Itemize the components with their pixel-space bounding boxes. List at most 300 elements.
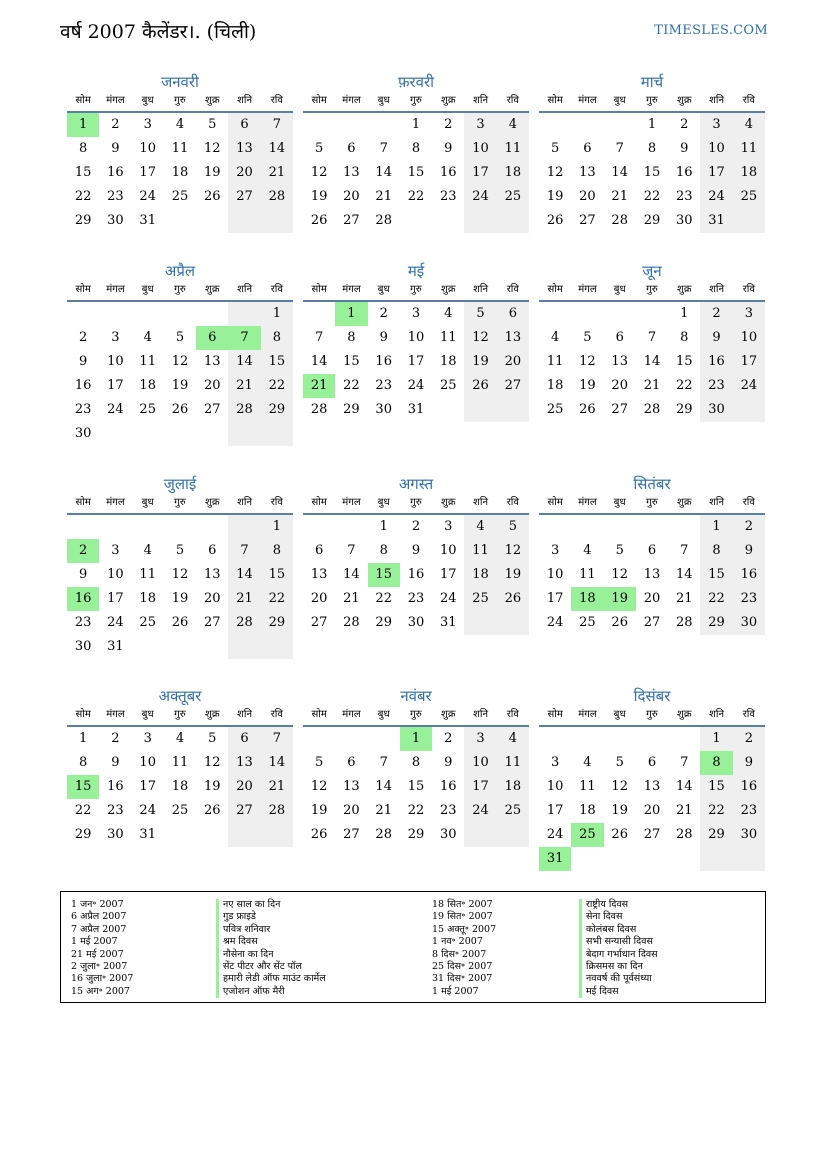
day-cell: 19 bbox=[310, 189, 328, 204]
weekday-label: शनि bbox=[237, 284, 253, 295]
empty-day-cell bbox=[571, 727, 603, 751]
weekday-label: मंगल bbox=[578, 497, 597, 508]
day-cell: 10 bbox=[139, 141, 156, 156]
day-cell: 17 bbox=[733, 350, 765, 374]
month-name: सितंबर bbox=[633, 475, 671, 493]
day-cell: 10 bbox=[107, 567, 124, 582]
holiday-legend bbox=[60, 891, 766, 1003]
day-cell: 19 bbox=[497, 563, 529, 587]
holiday-day-cell: 18 bbox=[571, 587, 603, 611]
month-block bbox=[303, 473, 529, 635]
day-cell: 28 bbox=[676, 615, 693, 630]
weekday-header bbox=[67, 93, 293, 113]
day-cell: 18 bbox=[139, 591, 156, 606]
day-cell: 12 bbox=[204, 755, 221, 770]
day-cell: 28 bbox=[375, 213, 392, 228]
day-cell: 24 bbox=[464, 799, 496, 823]
day-cell: 16 bbox=[74, 378, 92, 393]
empty-day-cell bbox=[668, 847, 700, 871]
day-cell: 20 bbox=[310, 591, 328, 606]
day-cell: 13 bbox=[643, 567, 661, 582]
empty-day-cell bbox=[132, 515, 164, 539]
day-cell: 18 bbox=[171, 165, 189, 180]
weekday-label: शनि bbox=[237, 497, 253, 508]
empty-day-cell bbox=[196, 823, 228, 847]
day-cell: 18 bbox=[546, 378, 564, 393]
empty-day-cell bbox=[571, 847, 603, 871]
day-cell: 19 bbox=[546, 189, 564, 204]
day-cell: 10 bbox=[546, 567, 564, 582]
weekday-label: रवि bbox=[742, 95, 755, 106]
empty-day-cell bbox=[604, 302, 636, 326]
day-cell: 30 bbox=[74, 639, 92, 654]
day-cell: 26 bbox=[464, 374, 496, 398]
weekday-label: शनि bbox=[709, 95, 725, 106]
empty-day-cell bbox=[733, 398, 765, 422]
day-cell: 16 bbox=[375, 354, 392, 369]
day-cell: 9 bbox=[733, 751, 765, 775]
day-cell: 28 bbox=[676, 827, 693, 842]
day-cell: 31 bbox=[107, 639, 124, 654]
day-cell: 13 bbox=[228, 751, 260, 775]
day-cell: 9 bbox=[111, 141, 120, 156]
day-cell: 13 bbox=[228, 137, 260, 161]
day-cell: 14 bbox=[310, 354, 328, 369]
day-cell: 14 bbox=[228, 563, 260, 587]
day-cell: 4 bbox=[497, 113, 529, 137]
day-cell: 4 bbox=[444, 306, 453, 321]
day-cell: 7 bbox=[615, 141, 624, 156]
day-cell: 12 bbox=[497, 539, 529, 563]
day-cell: 25 bbox=[171, 189, 189, 204]
day-cell: 16 bbox=[107, 165, 124, 180]
day-cell: 11 bbox=[139, 567, 156, 582]
holiday-day-cell: 25 bbox=[571, 823, 603, 847]
month-block bbox=[539, 71, 765, 233]
day-cell: 15 bbox=[700, 775, 732, 799]
day-cell: 3 bbox=[551, 755, 560, 770]
day-cell: 21 bbox=[611, 189, 628, 204]
legend-dates-left bbox=[71, 899, 133, 998]
weekday-label: शनि bbox=[237, 95, 253, 106]
day-cell: 28 bbox=[261, 799, 293, 823]
legend-holiday-name: कोलंबस दिवस bbox=[579, 924, 658, 936]
day-grid bbox=[539, 302, 765, 422]
empty-day-cell bbox=[464, 209, 496, 233]
legend-holiday-name: सभी सन्यासी दिवस bbox=[579, 936, 658, 948]
weekday-label: गुरु bbox=[174, 284, 186, 295]
day-cell: 27 bbox=[643, 615, 661, 630]
day-cell: 4 bbox=[464, 515, 496, 539]
day-cell: 25 bbox=[464, 587, 496, 611]
day-cell: 8 bbox=[347, 330, 356, 345]
day-cell: 18 bbox=[733, 161, 765, 185]
day-cell: 20 bbox=[643, 591, 661, 606]
empty-day-cell bbox=[497, 823, 529, 847]
empty-day-cell bbox=[497, 209, 529, 233]
empty-day-cell bbox=[464, 398, 496, 422]
day-cell: 27 bbox=[204, 615, 221, 630]
weekday-label: शनि bbox=[473, 497, 489, 508]
day-cell: 9 bbox=[111, 755, 120, 770]
day-cell: 19 bbox=[611, 803, 628, 818]
day-cell: 14 bbox=[676, 567, 693, 582]
weekday-label: गुरु bbox=[646, 95, 658, 106]
empty-day-cell bbox=[228, 823, 260, 847]
day-cell: 7 bbox=[261, 113, 293, 137]
day-cell: 12 bbox=[611, 779, 628, 794]
day-cell: 21 bbox=[343, 591, 360, 606]
holiday-day-cell: 8 bbox=[700, 751, 732, 775]
empty-day-cell bbox=[303, 113, 335, 137]
weekday-header bbox=[539, 495, 765, 515]
day-cell: 16 bbox=[733, 775, 765, 799]
day-cell: 4 bbox=[175, 731, 185, 746]
day-cell: 23 bbox=[375, 378, 392, 393]
day-cell: 22 bbox=[407, 803, 425, 818]
weekday-header bbox=[539, 93, 765, 113]
day-cell: 4 bbox=[143, 543, 152, 558]
day-cell: 5 bbox=[208, 731, 217, 746]
day-grid bbox=[67, 113, 293, 233]
weekday-label: मंगल bbox=[578, 709, 597, 720]
empty-day-cell bbox=[604, 113, 636, 137]
weekday-header bbox=[67, 707, 293, 727]
empty-day-cell bbox=[432, 209, 464, 233]
legend-holiday-name: नए साल का दिन bbox=[216, 899, 326, 911]
weekday-label: सोम bbox=[75, 95, 91, 106]
day-cell: 1 bbox=[647, 117, 657, 132]
day-cell: 13 bbox=[204, 354, 221, 369]
day-grid bbox=[67, 302, 293, 446]
empty-day-cell bbox=[432, 398, 464, 422]
day-cell: 17 bbox=[107, 378, 124, 393]
empty-day-cell bbox=[335, 515, 367, 539]
weekday-header bbox=[539, 707, 765, 727]
day-cell: 31 bbox=[139, 213, 156, 228]
day-cell: 17 bbox=[546, 591, 564, 606]
day-cell: 8 bbox=[379, 543, 388, 558]
day-cell: 29 bbox=[407, 827, 425, 842]
day-cell: 7 bbox=[680, 543, 689, 558]
day-cell: 7 bbox=[315, 330, 324, 345]
empty-day-cell bbox=[604, 727, 636, 751]
day-cell: 1 bbox=[700, 727, 732, 751]
day-cell: 27 bbox=[497, 374, 529, 398]
empty-day-cell bbox=[733, 209, 765, 233]
day-cell: 2 bbox=[444, 117, 453, 132]
weekday-label: रवि bbox=[506, 95, 519, 106]
weekday-label: शनि bbox=[709, 284, 725, 295]
day-cell: 14 bbox=[343, 567, 360, 582]
day-cell: 24 bbox=[440, 591, 457, 606]
day-cell: 3 bbox=[111, 543, 120, 558]
empty-day-cell bbox=[571, 113, 603, 137]
legend-date: 21 मई 2007 bbox=[71, 948, 124, 960]
weekday-label: सोम bbox=[311, 95, 327, 106]
legend-holiday-name: पवित्र शनिवार bbox=[216, 924, 326, 936]
weekday-label: बुध bbox=[613, 284, 626, 295]
weekday-label: सोम bbox=[75, 497, 91, 508]
day-cell: 13 bbox=[310, 567, 328, 582]
weekday-label: गुरु bbox=[646, 497, 658, 508]
day-cell: 13 bbox=[497, 326, 529, 350]
legend-holiday-name: एजोशन ऑफ मैरी bbox=[216, 986, 326, 998]
legend-date: 19 सित॰ 2007 bbox=[432, 911, 493, 923]
legend-holiday-name: सेना दिवस bbox=[579, 911, 658, 923]
weekday-label: शुक्र bbox=[677, 497, 692, 508]
day-cell: 29 bbox=[261, 611, 293, 635]
day-cell: 14 bbox=[261, 751, 293, 775]
day-cell: 17 bbox=[700, 161, 732, 185]
day-cell: 25 bbox=[171, 803, 189, 818]
empty-day-cell bbox=[571, 515, 603, 539]
legend-date: 15 अक्तू॰ 2007 bbox=[432, 923, 497, 935]
day-cell: 19 bbox=[171, 591, 189, 606]
day-cell: 19 bbox=[204, 779, 221, 794]
weekday-label: शुक्र bbox=[205, 284, 220, 295]
weekday-label: मंगल bbox=[578, 95, 597, 106]
day-cell: 28 bbox=[228, 398, 260, 422]
empty-day-cell bbox=[196, 515, 228, 539]
month-name: फ़रवरी bbox=[397, 73, 435, 91]
empty-day-cell bbox=[132, 302, 164, 326]
weekday-label: सोम bbox=[75, 709, 91, 720]
day-cell: 8 bbox=[79, 141, 88, 156]
empty-day-cell bbox=[99, 515, 131, 539]
weekday-label: बुध bbox=[141, 95, 154, 106]
empty-day-cell bbox=[164, 422, 196, 446]
month-name: जुलाई bbox=[163, 475, 197, 493]
day-cell: 9 bbox=[79, 354, 88, 369]
day-cell: 20 bbox=[343, 803, 360, 818]
day-cell: 29 bbox=[261, 398, 293, 422]
day-cell: 11 bbox=[579, 779, 596, 794]
empty-day-cell bbox=[733, 847, 765, 871]
day-cell: 10 bbox=[440, 543, 457, 558]
day-cell: 19 bbox=[310, 803, 328, 818]
day-cell: 15 bbox=[407, 165, 425, 180]
day-cell: 5 bbox=[497, 515, 529, 539]
day-cell: 1 bbox=[700, 515, 732, 539]
weekday-label: बुध bbox=[141, 284, 154, 295]
weekday-label: गुरु bbox=[174, 709, 186, 720]
day-cell: 26 bbox=[204, 189, 221, 204]
empty-day-cell bbox=[668, 727, 700, 751]
empty-day-cell bbox=[196, 422, 228, 446]
day-cell: 26 bbox=[579, 402, 596, 417]
day-cell: 13 bbox=[611, 354, 628, 369]
weekday-header bbox=[303, 282, 529, 302]
day-cell: 23 bbox=[107, 189, 124, 204]
day-cell: 6 bbox=[228, 727, 260, 751]
day-cell: 20 bbox=[228, 775, 260, 799]
day-cell: 4 bbox=[497, 727, 529, 751]
month-block bbox=[67, 260, 293, 446]
weekday-label: रवि bbox=[270, 95, 283, 106]
legend-date: 1 जन॰ 2007 bbox=[71, 899, 124, 910]
weekday-label: शनि bbox=[709, 497, 725, 508]
day-cell: 20 bbox=[611, 378, 628, 393]
day-cell: 25 bbox=[139, 402, 156, 417]
day-cell: 15 bbox=[700, 563, 732, 587]
day-cell: 21 bbox=[375, 803, 392, 818]
empty-day-cell bbox=[368, 727, 400, 751]
weekday-label: शुक्र bbox=[441, 284, 456, 295]
weekday-label: सोम bbox=[547, 709, 563, 720]
day-cell: 22 bbox=[261, 587, 293, 611]
holiday-day-cell: 1 bbox=[67, 113, 99, 137]
day-cell: 8 bbox=[411, 141, 421, 156]
month-name: जनवरी bbox=[161, 73, 199, 91]
month-name: अप्रैल bbox=[164, 262, 196, 280]
day-cell: 16 bbox=[407, 567, 425, 582]
day-cell: 6 bbox=[615, 330, 624, 345]
day-cell: 25 bbox=[733, 185, 765, 209]
day-cell: 21 bbox=[676, 803, 693, 818]
day-cell: 12 bbox=[310, 165, 328, 180]
weekday-label: शुक्र bbox=[441, 95, 456, 106]
weekday-label: बुध bbox=[613, 497, 626, 508]
day-cell: 16 bbox=[440, 165, 457, 180]
weekday-label: गुरु bbox=[410, 709, 422, 720]
weekday-label: रवि bbox=[742, 497, 755, 508]
day-cell: 8 bbox=[700, 539, 732, 563]
weekday-label: गुरु bbox=[646, 284, 658, 295]
day-cell: 11 bbox=[497, 137, 529, 161]
day-cell: 2 bbox=[79, 330, 88, 345]
weekday-label: बुध bbox=[377, 497, 390, 508]
day-cell: 10 bbox=[464, 751, 496, 775]
day-cell: 18 bbox=[579, 803, 596, 818]
day-cell: 14 bbox=[643, 354, 661, 369]
month-block bbox=[67, 473, 293, 659]
day-cell: 27 bbox=[310, 615, 328, 630]
legend-dates-right bbox=[432, 899, 496, 998]
day-cell: 29 bbox=[375, 615, 392, 630]
day-cell: 15 bbox=[643, 165, 661, 180]
day-cell: 4 bbox=[733, 113, 765, 137]
day-cell: 27 bbox=[204, 402, 221, 417]
day-cell: 16 bbox=[107, 779, 124, 794]
legend-holiday-name: नौसेना का दिन bbox=[216, 949, 326, 961]
legend-holiday-name: गुड फ्राइडे bbox=[216, 911, 326, 923]
site-link[interactable]: TIMESLES.COM bbox=[654, 23, 768, 38]
day-cell: 29 bbox=[74, 827, 92, 842]
day-cell: 15 bbox=[74, 165, 92, 180]
day-cell: 22 bbox=[375, 591, 392, 606]
empty-day-cell bbox=[700, 847, 732, 871]
day-cell: 10 bbox=[733, 326, 765, 350]
weekday-label: सोम bbox=[75, 284, 91, 295]
weekday-label: रवि bbox=[742, 709, 755, 720]
day-cell: 2 bbox=[111, 117, 120, 132]
day-cell: 5 bbox=[615, 755, 624, 770]
day-cell: 5 bbox=[175, 543, 185, 558]
day-cell: 17 bbox=[139, 165, 156, 180]
weekday-label: शुक्र bbox=[677, 95, 692, 106]
day-cell: 17 bbox=[107, 591, 124, 606]
day-cell: 29 bbox=[643, 213, 661, 228]
day-cell: 14 bbox=[375, 779, 392, 794]
day-cell: 21 bbox=[643, 378, 661, 393]
weekday-label: रवि bbox=[506, 284, 519, 295]
day-cell: 27 bbox=[611, 402, 628, 417]
day-cell: 20 bbox=[204, 591, 221, 606]
legend-names-left bbox=[216, 899, 326, 998]
day-cell: 2 bbox=[411, 519, 421, 534]
day-cell: 26 bbox=[310, 827, 328, 842]
day-cell: 25 bbox=[497, 185, 529, 209]
day-cell: 3 bbox=[411, 306, 421, 321]
day-cell: 20 bbox=[643, 803, 661, 818]
day-cell: 11 bbox=[464, 539, 496, 563]
day-cell: 18 bbox=[171, 779, 189, 794]
empty-day-cell bbox=[164, 302, 196, 326]
day-cell: 10 bbox=[139, 755, 156, 770]
weekday-header bbox=[303, 93, 529, 113]
month-name: अगस्त bbox=[398, 475, 434, 493]
day-cell: 8 bbox=[261, 539, 293, 563]
day-cell: 27 bbox=[228, 799, 260, 823]
weekday-label: सोम bbox=[547, 497, 563, 508]
legend-date: 8 दिस॰ 2007 bbox=[432, 948, 487, 960]
day-grid bbox=[303, 727, 529, 847]
day-cell: 2 bbox=[379, 306, 388, 321]
empty-day-cell bbox=[261, 823, 293, 847]
day-cell: 26 bbox=[204, 803, 221, 818]
day-cell: 31 bbox=[407, 402, 425, 417]
day-cell: 17 bbox=[546, 803, 564, 818]
weekday-label: मंगल bbox=[106, 284, 125, 295]
empty-day-cell bbox=[464, 611, 496, 635]
empty-day-cell bbox=[636, 302, 668, 326]
day-cell: 18 bbox=[464, 563, 496, 587]
day-cell: 23 bbox=[676, 189, 693, 204]
day-cell: 19 bbox=[579, 378, 596, 393]
day-cell: 2 bbox=[700, 302, 732, 326]
holiday-day-cell: 7 bbox=[228, 326, 260, 350]
day-cell: 9 bbox=[680, 141, 689, 156]
day-cell: 17 bbox=[407, 354, 425, 369]
day-cell: 28 bbox=[375, 827, 392, 842]
legend-holiday-name: नववर्ष की पूर्वसंध्या bbox=[579, 973, 658, 985]
weekday-label: शनि bbox=[473, 709, 489, 720]
legend-date: 6 अप्रैल 2007 bbox=[71, 911, 127, 923]
day-cell: 9 bbox=[411, 543, 421, 558]
empty-day-cell bbox=[303, 727, 335, 751]
day-cell: 12 bbox=[171, 354, 189, 369]
day-cell: 17 bbox=[440, 567, 457, 582]
legend-holiday-name: क्रिसमस का दिन bbox=[579, 961, 658, 973]
day-cell: 26 bbox=[171, 402, 189, 417]
empty-day-cell bbox=[228, 422, 260, 446]
day-cell: 23 bbox=[733, 587, 765, 611]
empty-day-cell bbox=[668, 515, 700, 539]
day-cell: 24 bbox=[107, 402, 124, 417]
day-cell: 6 bbox=[208, 543, 217, 558]
empty-day-cell bbox=[539, 302, 571, 326]
day-cell: 12 bbox=[546, 165, 564, 180]
weekday-label: शनि bbox=[473, 95, 489, 106]
day-cell: 16 bbox=[440, 779, 457, 794]
day-cell: 30 bbox=[733, 823, 765, 847]
weekday-label: बुध bbox=[613, 709, 626, 720]
day-cell: 3 bbox=[700, 113, 732, 137]
day-cell: 30 bbox=[107, 213, 124, 228]
day-cell: 22 bbox=[643, 189, 661, 204]
day-cell: 30 bbox=[733, 611, 765, 635]
